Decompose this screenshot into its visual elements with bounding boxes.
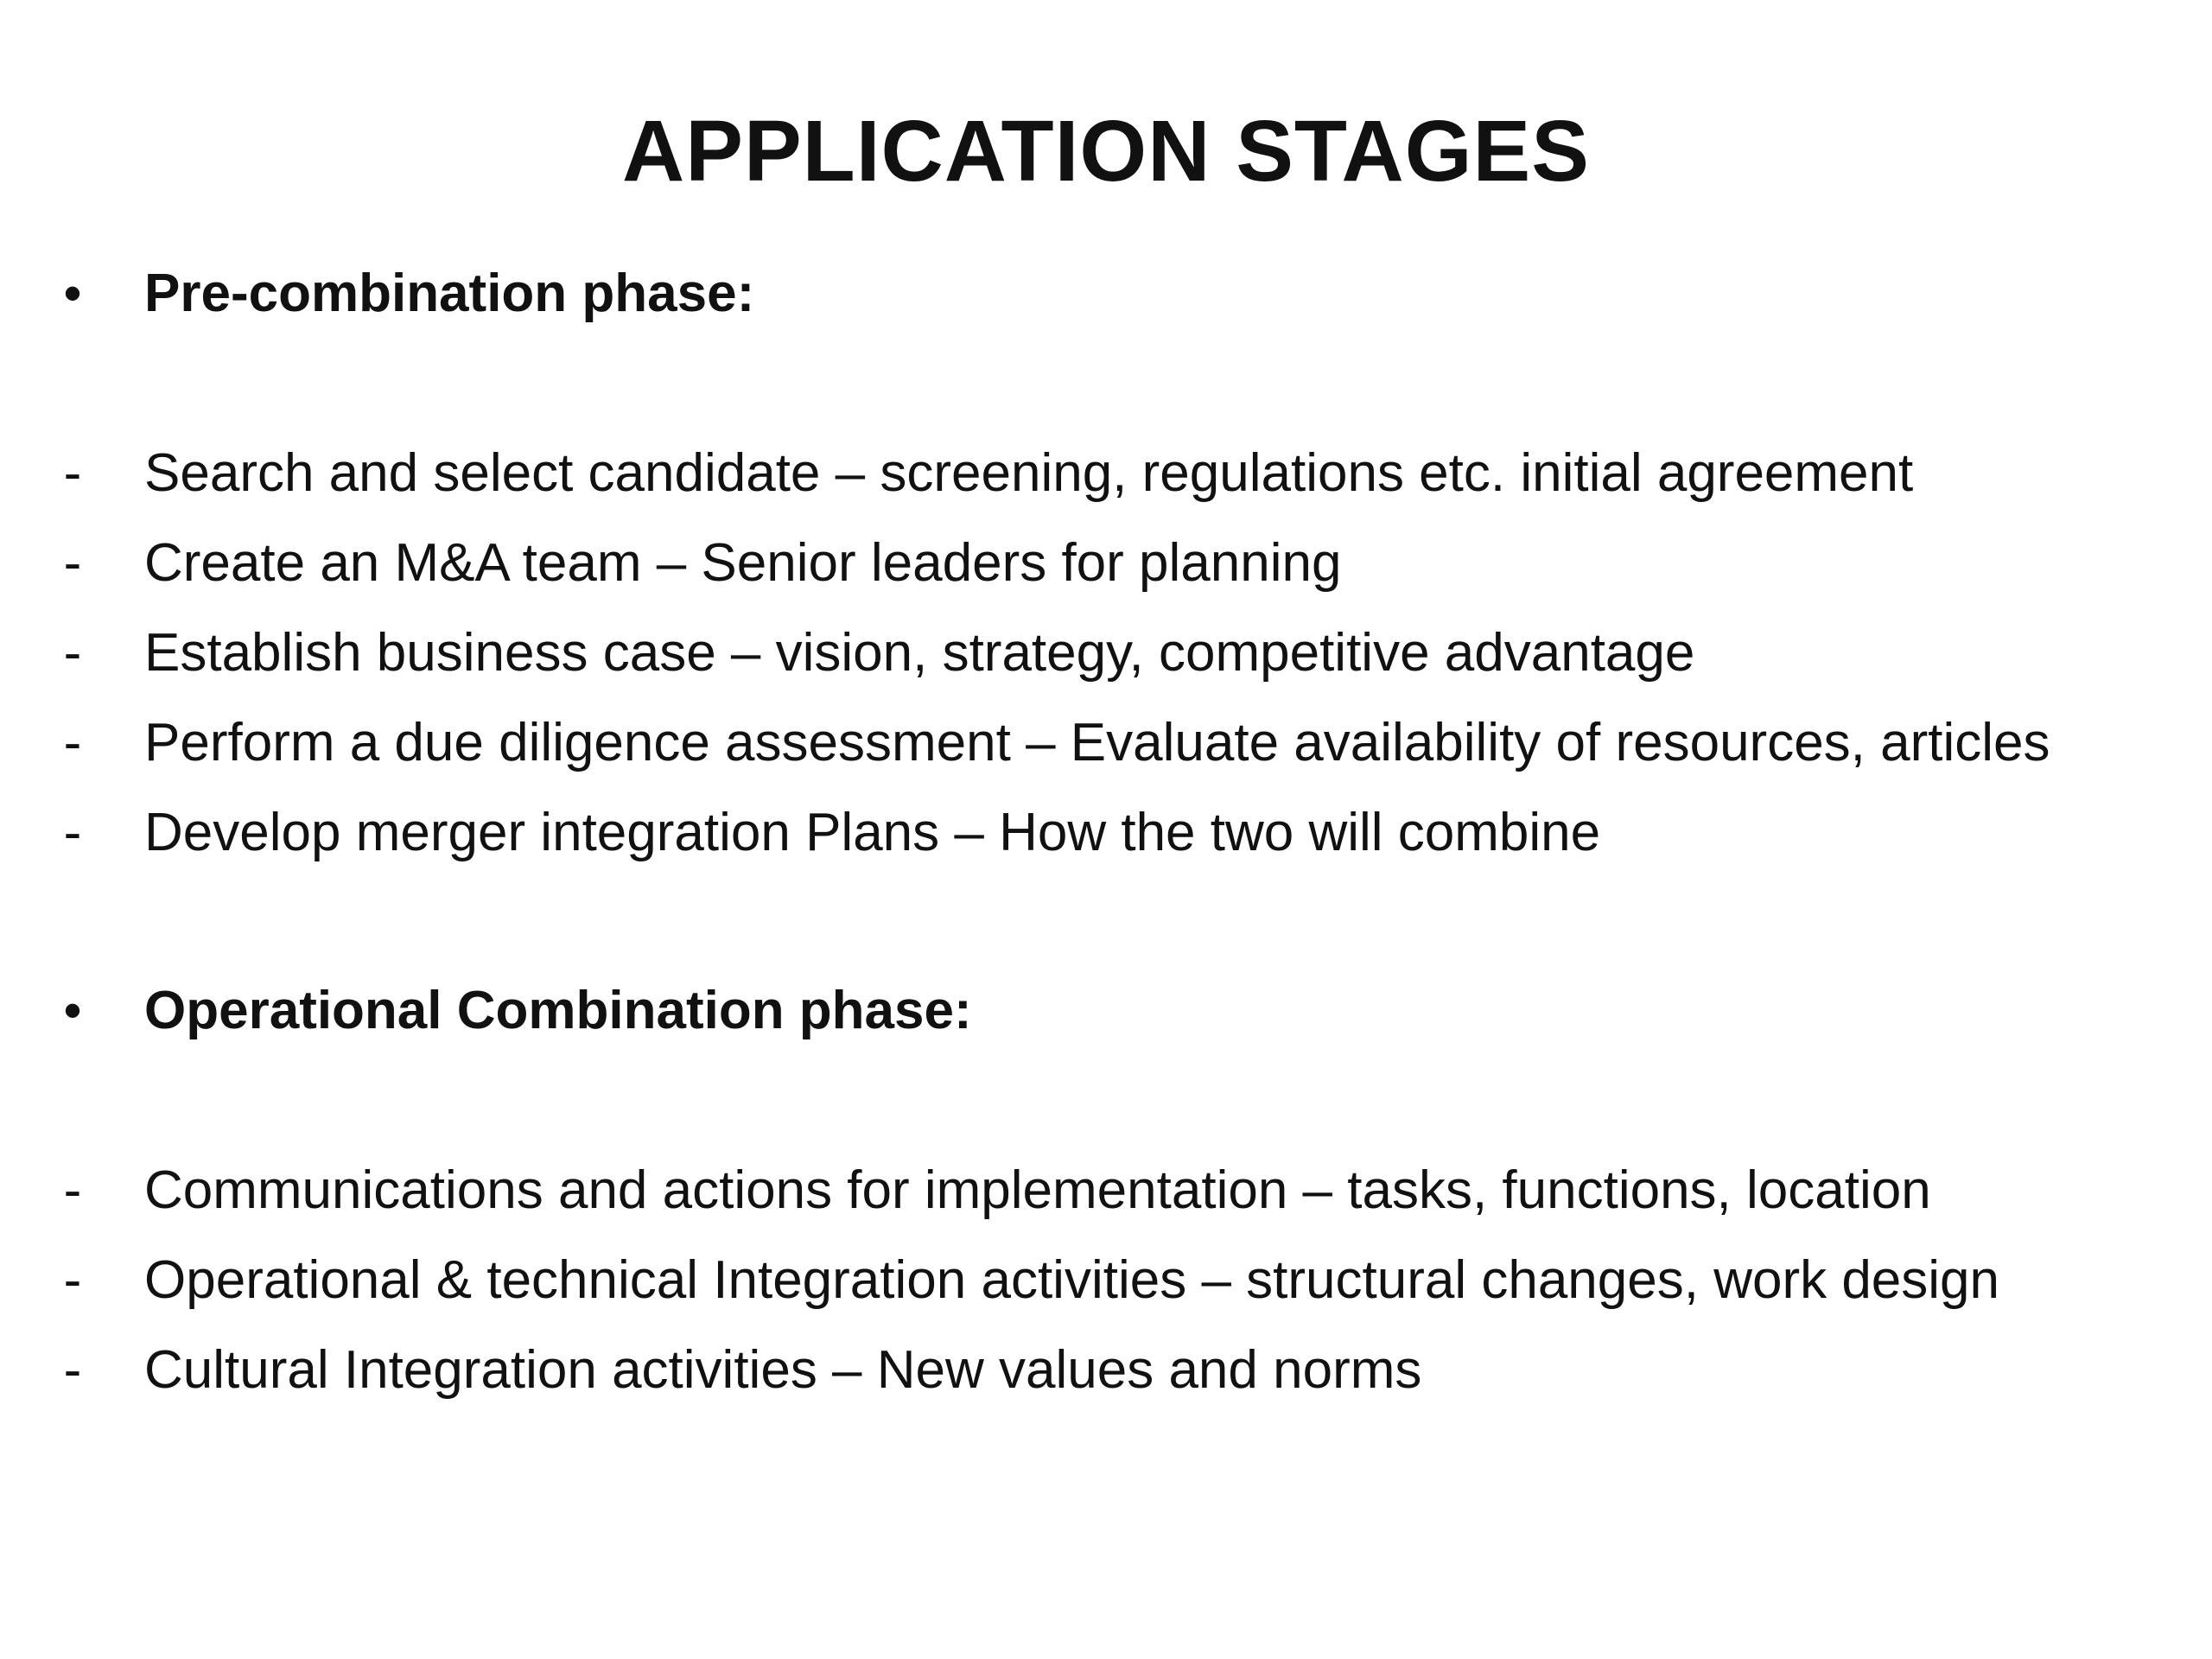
list-item [0, 439, 2212, 508]
dash-marker: - [63, 1250, 82, 1310]
dash-marker: - [63, 443, 82, 503]
section-heading-text: Pre-combination phase: [144, 264, 755, 323]
list-item-text: Communications and actions for implementation – tasks, functions, location [144, 1160, 1931, 1220]
slide-title: APPLICATION STAGES [622, 103, 1590, 200]
list-item-text: Perform a due diligence assessment – Evaluate availability of resources, articles [144, 713, 2050, 772]
list-item-text: Search and select candidate – screening, regulations etc. initial agreement [144, 443, 1914, 503]
list-item-text: Operational & technical Integration activities – structural changes, work design [144, 1250, 2000, 1310]
list-item [0, 1156, 2212, 1225]
section-heading-text: Operational Combination phase: [144, 981, 972, 1040]
list-item [0, 529, 2212, 598]
dash-marker: - [63, 533, 82, 593]
dash-marker: - [63, 623, 82, 683]
list-item-text: Develop merger integration Plans – How the two will combine [144, 803, 1601, 862]
list-item [0, 619, 2212, 688]
dash-marker: - [63, 803, 82, 862]
dash-marker: - [63, 713, 82, 772]
dash-marker: - [63, 1160, 82, 1220]
list-item-text: Create an M&A team – Senior leaders for planning [144, 533, 1342, 593]
list-item [0, 709, 2212, 778]
section-heading-operational-combination [0, 976, 2212, 1046]
bullet-marker: • [63, 982, 82, 1039]
bullet-marker: • [63, 264, 82, 322]
section-heading-pre-combination [0, 259, 2212, 328]
list-item-text: Establish business case – vision, strategy, competitive advantage [144, 623, 1695, 683]
list-item-text: Cultural Integration activities – New values and norms [144, 1340, 1422, 1400]
dash-marker: - [63, 1340, 82, 1400]
list-item [0, 1336, 2212, 1405]
list-item [0, 798, 2212, 868]
list-item [0, 1246, 2212, 1315]
